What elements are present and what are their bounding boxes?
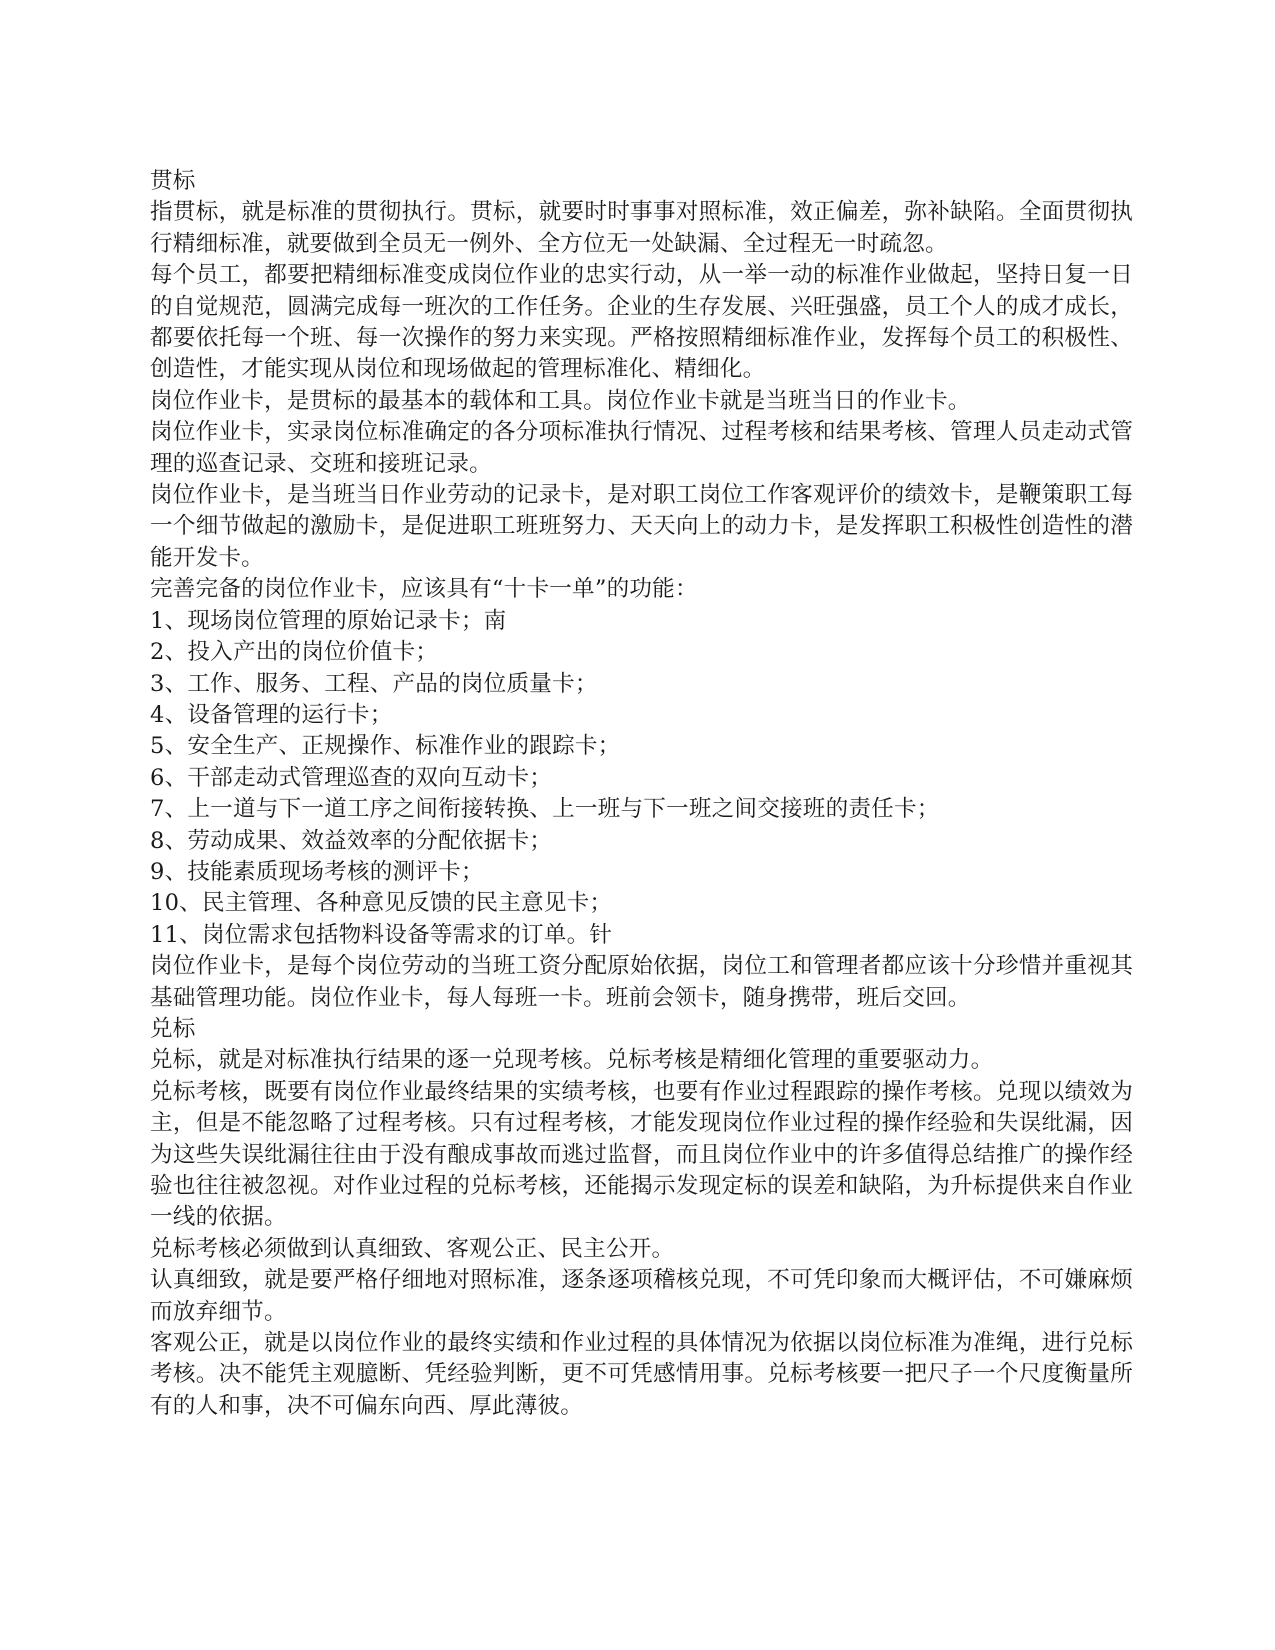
list-item: 10、民主管理、各种意见反馈的民主意见卡； <box>150 890 613 917</box>
list-item: 3、工作、服务、工程、产品的岗位质量卡； <box>150 670 598 697</box>
paragraph: 岗位作业卡，是每个岗位劳动的当班工资分配原始依据，岗位工和管理者都应该十分珍惜并重视其基础管理功能。岗位作业卡，每人每班一卡。班前会领卡，随身携带，班后交回。 <box>150 953 1133 1011</box>
section-heading-guanbiao: 贯标 <box>150 168 196 194</box>
list-item: 11、岗位需求包括物料设备等需求的订单。针 <box>150 921 613 948</box>
paragraph: 岗位作业卡，实录岗位标准确定的各分项标准执行情况、过程考核和结果考核、管理人员走动式管理的巡查记录、交班和接班记录。 <box>150 419 1133 477</box>
section-heading-duibiao: 兑标 <box>150 1015 196 1042</box>
paragraph: 兑标考核，既要有岗位作业最终结果的实绩考核，也要有作业过程跟踪的操作考核。兑现以绩效为主，但是不能忽略了过程考核。只有过程考核，才能发现岗位作业过程的操作经验和失误纰漏，因为这些失误纰漏往往由于没有酿成事故而逃过监督，而且岗位作业中的许多值得总结推广的操作经验也往往被忽视。对作业过程的兑标考核，还能揭示发现定标的误差和缺陷，为升标提供来自作业一线的依据。 <box>150 1078 1133 1231</box>
paragraph: 岗位作业卡，是当班当日作业劳动的记录卡，是对职工岗位工作客观评价的绩效卡，是鞭策职工每一个细节做起的激励卡，是促进职工班班努力、天天向上的动力卡，是发挥职工积极性创造性的潜能开发卡。 <box>150 482 1133 571</box>
list-item: 7、上一道与下一道工序之间衔接转换、上一班与下一班之间交接班的责任卡； <box>150 796 940 823</box>
list-item: 9、技能素质现场考核的测评卡； <box>150 858 484 885</box>
paragraph: 完善完备的岗位作业卡，应该具有“十卡一单”的功能： <box>150 576 698 603</box>
list-item: 1、现场岗位管理的原始记录卡；南 <box>150 607 507 634</box>
paragraph: 指贯标，就是标准的贯彻执行。贯标，就要时时事事对照标准，效正偏差，弥补缺陷。全面贯彻执行精细标准，就要做到全员无一例外、全方位无一处缺漏、全过程无一时疏忽。 <box>150 199 1133 257</box>
list-item: 4、设备管理的运行卡； <box>150 701 393 728</box>
list-item: 6、干部走动式管理巡查的双向互动卡； <box>150 764 553 791</box>
list-item: 5、安全生产、正规操作、标准作业的跟踪卡； <box>150 733 621 760</box>
paragraph: 每个员工，都要把精细标准变成岗位作业的忠实行动，从一举一动的标准作业做起，坚持日复一日的自觉规范，圆满完成每一班次的工作任务。企业的生存发展、兴旺强盛，员工个人的成才成长，都要依托每一个班、每一次操作的努力来实现。严格按照精细标准作业，发挥每个员工的积极性、创造性，才能实现从岗位和现场做起的管理标准化、精细化。 <box>150 262 1133 383</box>
paragraph: 认真细致，就是要严格仔细地对照标准，逐条逐项稽核兑现，不可凭印象而大概评估，不可嫌麻烦而放弃细节。 <box>150 1267 1133 1325</box>
paragraph: 兑标，就是对标准执行结果的逐一兑现考核。兑标考核是精细化管理的重要驱动力。 <box>150 1047 994 1074</box>
list-item: 2、投入产出的岗位价值卡； <box>150 639 439 666</box>
paragraph: 兑标考核必须做到认真细致、客观公正、民主公开。 <box>150 1235 675 1262</box>
paragraph: 岗位作业卡，是贯标的最基本的载体和工具。岗位作业卡就是当班当日的作业卡。 <box>150 387 971 414</box>
paragraph: 客观公正，就是以岗位作业的最终实绩和作业过程的具体情况为依据以岗位标准为准绳，进行兑标考核。决不能凭主观臆断、凭经验判断，更不可凭感情用事。兑标考核要一把尺子一个尺度衡量所有的人和事，决不可偏东向西、厚此薄彼。 <box>150 1330 1133 1419</box>
list-item: 8、劳动成果、效益效率的分配依据卡； <box>150 827 553 854</box>
document-body <box>150 166 1133 1422</box>
